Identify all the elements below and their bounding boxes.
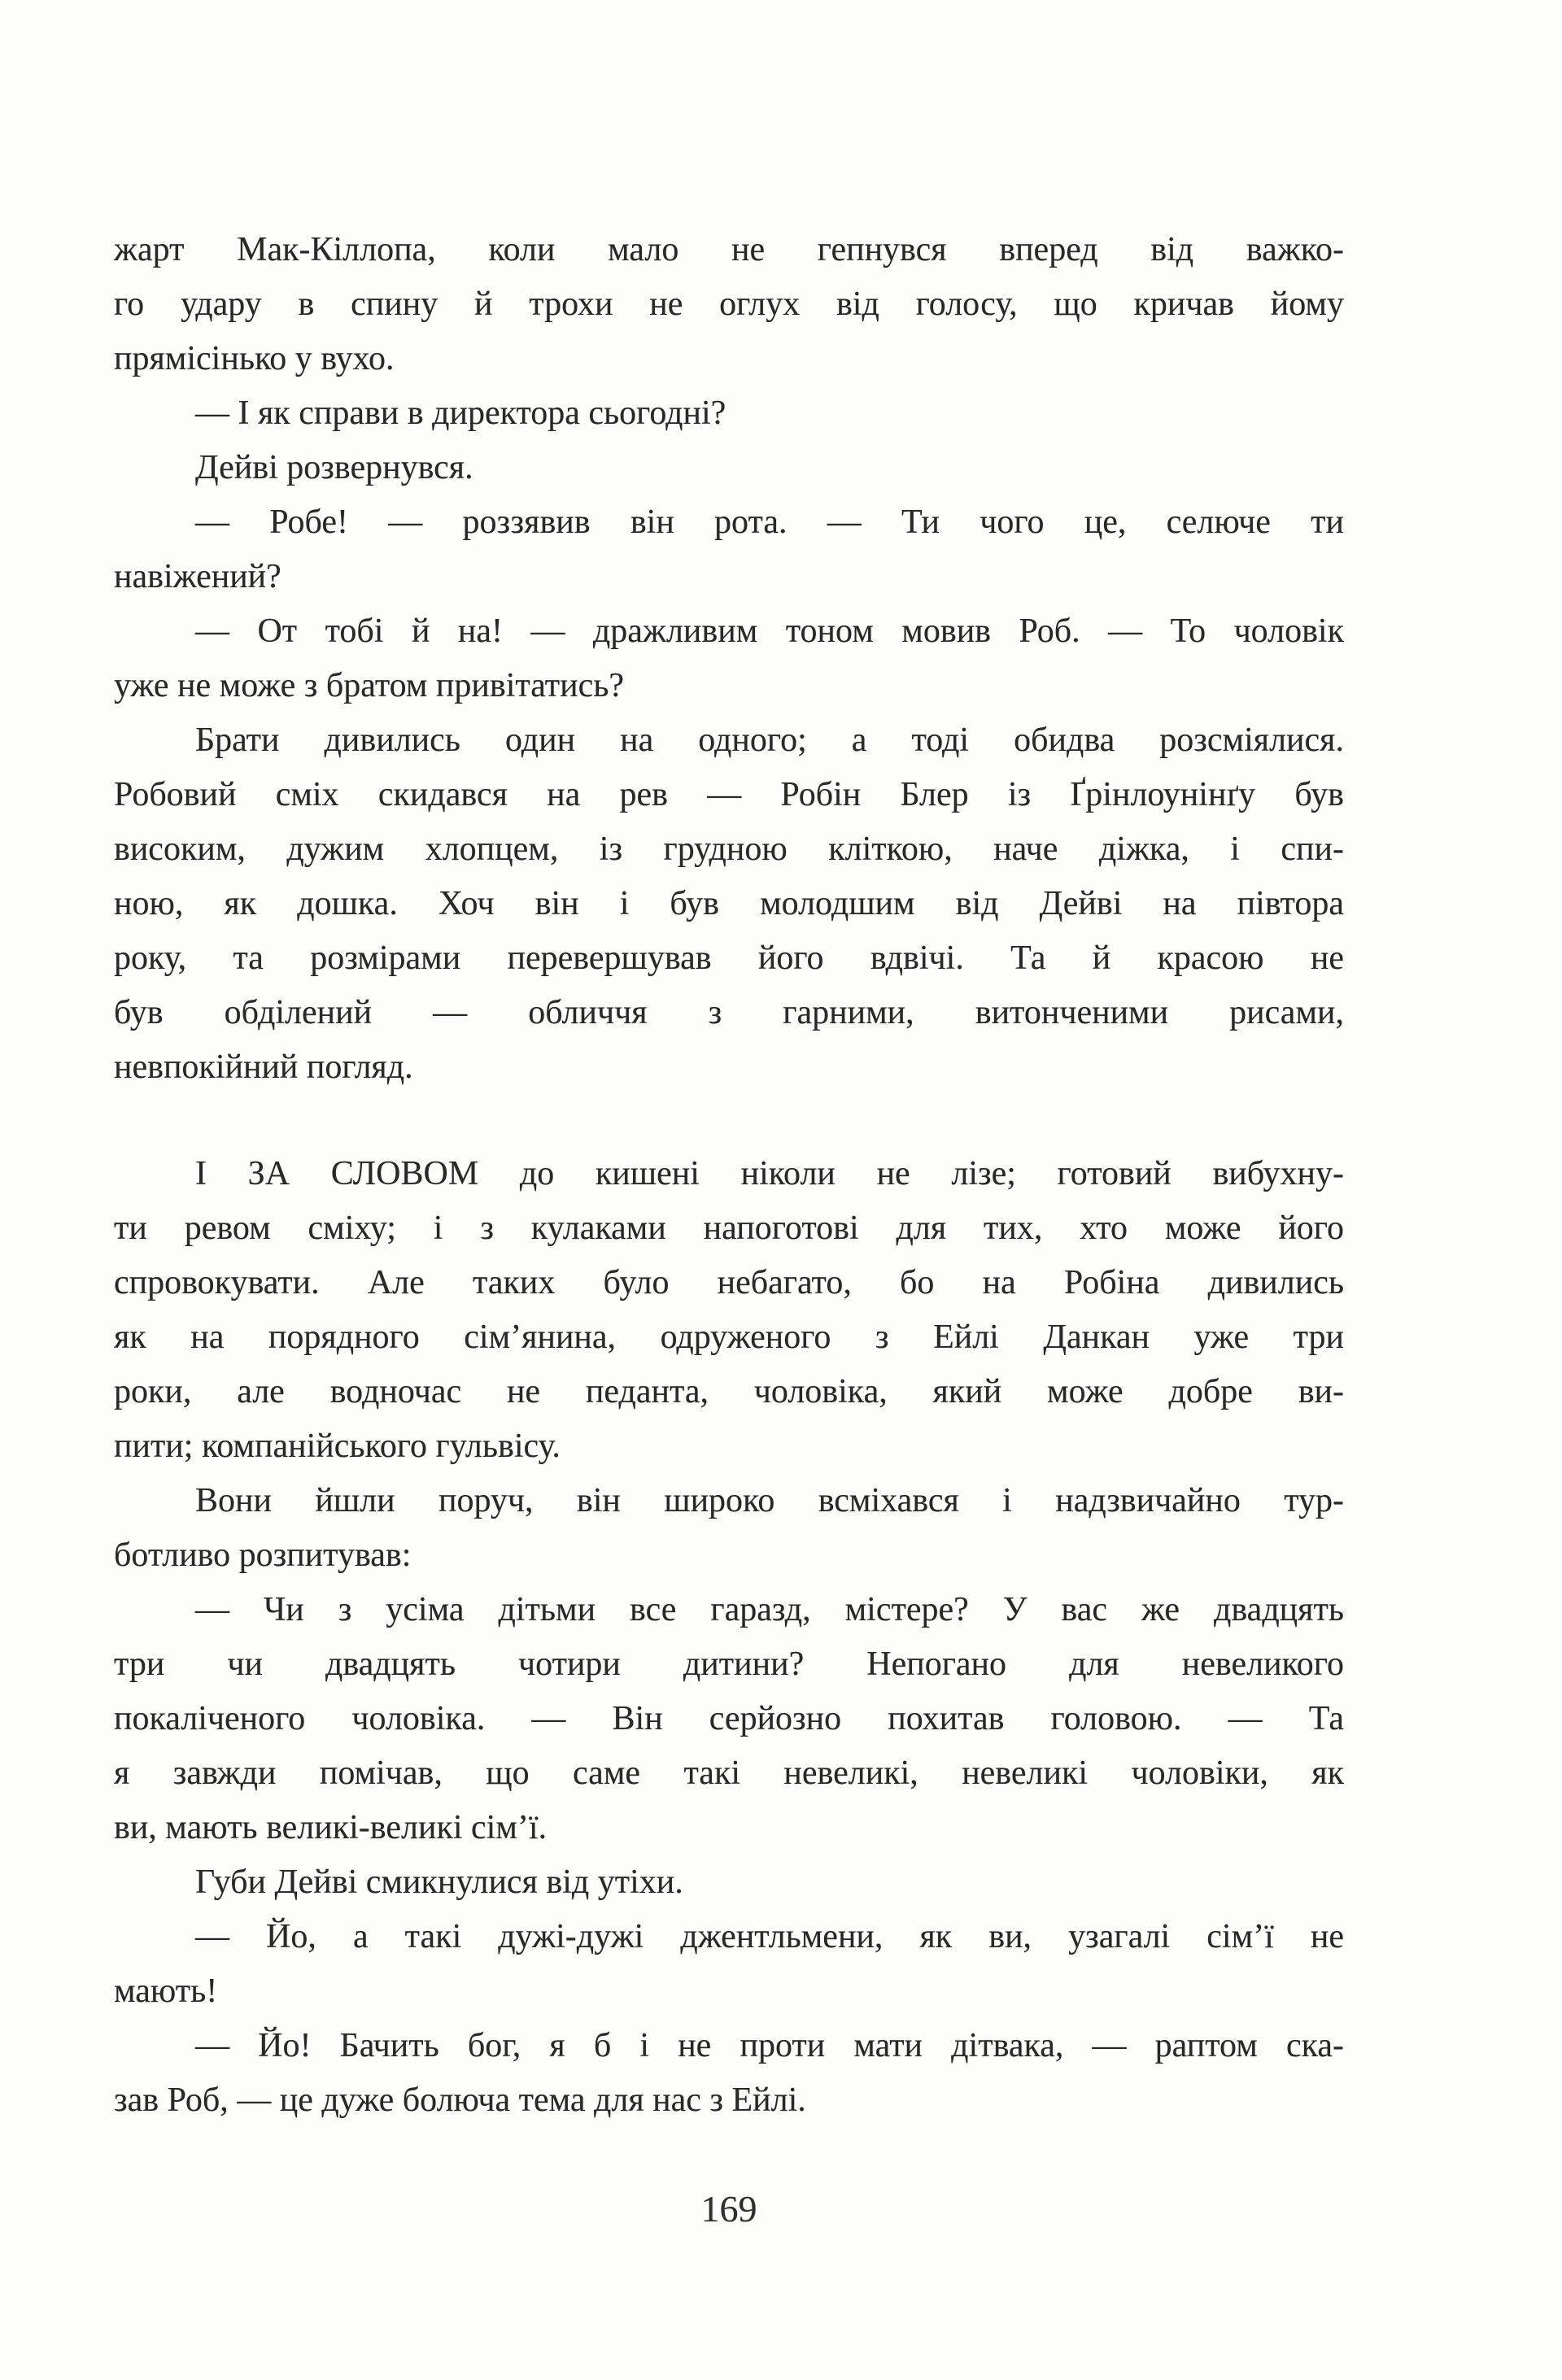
page-number: 169 (700, 2188, 757, 2230)
text-line: уже не може з братом привітатись? (114, 667, 625, 704)
text-line: пити; компанійського гульвісу. (114, 1428, 561, 1465)
text-line: Вони йшли поруч, він широко всміхався і надзвичайно тур- (195, 1482, 1344, 1519)
text-line: — Йо! Бачить бог, я б і не проти мати дітвака, — раптом ска- (195, 2027, 1344, 2064)
text-line: — Робе! — роззявив він рота. — Ти чого це, селюче ти (195, 503, 1344, 541)
text-line: року, та розмірами перевершував його вдвічі. Та й красою не (114, 939, 1344, 977)
text-section-2 (114, 1147, 1344, 2128)
text-line: прямісінько у вухо. (114, 340, 395, 377)
text-line: — І як справи в директора сьогодні? (195, 394, 726, 432)
text-line: мають! (114, 1972, 218, 2010)
text-line: три чи двадцять чотири дитини? Непогано для невеликого (114, 1646, 1344, 1683)
text-line: ви, мають великі-великі сім’ї. (114, 1809, 548, 1846)
text-line: роки, але водночас не педанта, чоловіка, який може добре ви- (114, 1373, 1344, 1410)
text-line: як на порядного сім’янина, одруженого з Ейлі Данкан уже три (114, 1319, 1344, 1356)
text-line: Дейві розвернувся. (195, 449, 473, 486)
text-line: жарт Мак-Кіллопа, коли мало не гепнувся вперед від важко- (114, 231, 1344, 268)
text-line: Брати дивились один на одного; а тоді обидва розсміялися. (195, 721, 1344, 759)
text-line: Губи Дейві смикнулися від утіхи. (195, 1863, 683, 1901)
text-line: я завжди помічав, що саме такі невеликі, невеликі чоловіки, як (114, 1754, 1344, 1792)
text-line: — От тобі й на! — дражливим тоном мовив Роб. — То чоловік (195, 612, 1344, 650)
text-line: — Йо, а такі дужі-дужі джентльмени, як ви, узагалі сім’ї не (195, 1918, 1344, 1955)
text-line: — Чи з усіма дітьми все гаразд, містере? У вас же двадцять (195, 1591, 1344, 1628)
text-line: високим, дужим хлопцем, із грудною кліткою, наче діжка, і спи- (114, 830, 1344, 868)
text-line: Робовий сміх скидався на рев — Робін Блер із Ґрінлоунінґу був (114, 776, 1344, 813)
text-line: спровокувати. Але таких було небагато, бо на Робіна дивились (114, 1264, 1344, 1301)
text-line: покаліченого чоловіка. — Він серйозно похитав головою. — Та (114, 1700, 1344, 1737)
text-line: ти ревом сміху; і з кулаками напоготові для тих, хто може його (114, 1210, 1344, 1247)
text-line: невпокійний погляд. (114, 1048, 413, 1086)
text-line: зав Роб, — це дуже болюча тема для нас з Ейлі. (114, 2081, 806, 2119)
text-line: був обділений — обличчя з гарними, витонченими рисами, (114, 994, 1344, 1031)
text-line: ботливо розпитував: (114, 1537, 412, 1574)
page-text-block (114, 223, 1344, 2128)
text-line: го удару в спину й трохи не оглух від голосу, що кричав йому (114, 286, 1344, 323)
text-section-1 (114, 223, 1344, 1095)
text-line: ною, як дошка. Хоч він і був молодшим від Дейві на півтора (114, 885, 1344, 922)
text-line: І ЗА СЛОВОМ до кишені ніколи не лізе; готовий вибухну- (195, 1155, 1344, 1192)
text-line: навіжений? (114, 558, 281, 595)
